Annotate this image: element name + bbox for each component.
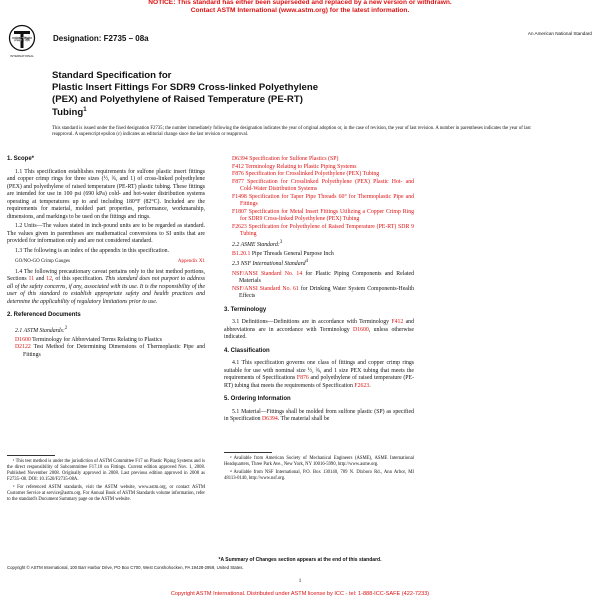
asme-standard-label: 2.2 ASME Standard:$^3$ [232, 239, 283, 248]
reference-item: D1600 Terminology for Abbreviated Terms Relating to Plastics [15, 336, 162, 343]
svg-text:ASTM: ASTM [14, 37, 30, 43]
footnote-4: ⁴ Available from NSF International, P.O. Box 130140, 789 N. Dixboro Rd., Ann Arbor, MI 48113-0140, http://www.nsf.org. [224, 469, 414, 481]
footnote-2: ² For referenced ASTM standards, visit the ASTM website, www.astm.org, or contact ASTM Customer Service at service@astm.org. For Annual Book of ASTM Standards volume information, refer to the standard's Document Summary page on the ASTM website. [7, 485, 205, 502]
astm-standards-label: 2.1 ASTM Standards:$^2$ [15, 325, 68, 334]
section-11-link[interactable]: 11 [28, 276, 35, 282]
f876-link[interactable]: F876 [296, 375, 309, 382]
notice-line-2: Contact ASTM International (www.astm.org) for the latest information. [190, 7, 410, 14]
reference-item: NSF/ANSI Standard No. 61 for Drinking Water System Components-Health Effects [232, 285, 414, 300]
nsf-standard-label: 2.3 NSF International Standard$^4$ [232, 259, 308, 268]
designation: Designation: F2735 – 08a [53, 34, 149, 43]
footnote-3: ³ Available from American Society of Mechanical Engineers (ASME), ASME International Headquarters, Three Park Ave., New York, NY 10016-5990, http://www.asme.org. [224, 455, 414, 467]
astm-logo [7, 24, 37, 60]
scope-heading: 1. Scope* [7, 156, 35, 162]
distribution-footer: Copyright ASTM International. Distributed under ASTM license by ICC - tel: 1-888-ICC-SAFE (422-7233) [170, 591, 430, 597]
appendix-index [15, 258, 205, 266]
referenced-documents-heading: 2. Referenced Documents [7, 312, 81, 318]
classification-4-1: 4.1 This specification governs one class of fittings and copper crimp rings suitable for use with nominal size ½, ¾, and 1 size PEX tubing that meets the requirements of Specifications F876 and polyethylene of raised temperature (PE-RT) tubing that meets the requirements of Specification F2623. [224, 360, 415, 389]
page-number: 1 [298, 578, 302, 584]
reference-item: D2122 Test Method for Determining Dimensions of Thermoplastic Pipe and Fittings [15, 344, 205, 358]
left-column [7, 156, 205, 505]
reference-code-link[interactable]: F877 [232, 178, 244, 185]
title-line-4: Tubing [52, 107, 84, 119]
reference-item: F1498 Specification for Taper Pipe Threads 60° for Thermoplastic Pipe and Fittings [232, 193, 414, 207]
reference-code-link[interactable]: NSF/ANSI Standard No. 61 [232, 285, 299, 292]
reference-item: F876 Specification for Crosslinked Polyethylene (PEX) Tubing [232, 171, 380, 177]
d1600-link[interactable]: D1600 [353, 326, 369, 333]
footnote-1: ¹ This test method is under the jurisdiction of ASTM Committee F17 on Plastic Piping Systems and is the direct responsibility of Subcommittee F17.10 on Fittings. Current edition approved Nov. 1, 2008. Published November 2008. Originally approved in 2008. Last previous edition approved in 2008 as F2735–08. DOI: 10.1520/F2735-08A. [7, 459, 205, 483]
f2623-link[interactable]: F2623 [354, 382, 370, 389]
scope-1-2: 1.2 Units—The values stated in inch-pound units are to be regarded as standard. The values given in parentheses are mathematical conversions to SI units that are provided for information only and are not considered standard. [7, 223, 205, 244]
withdrawal-notice [0, 0, 600, 15]
reference-code-link[interactable]: NSF/ANSI Standard No. 14 [232, 270, 303, 277]
f412-link[interactable]: F412 [391, 319, 404, 326]
classification-heading: 4. Classification [224, 347, 270, 354]
reference-item: F877 Specification for Crosslinked Polyethylene (PEX) Plastic Hot- and Cold-Water Distribution Systems [232, 178, 414, 192]
scope-1-1: 1.1 This specification establishes requirements for sulfone plastic insert fittings and copper crimp rings for three sizes (½, ¾, and 1) of cross-linked polyethylene (PEX) and polyethylene of raised temperature (PE-RT) plastic tubing. These fittings are intended for use in 100 psi (690 kPa) cold- and hot-water distribution systems operating at temperatures up to and including 180°F (82°C). Included are the requirements for material, molded part properties, performance, workmanship, dimensions, and markings to be used on the fittings and rings. [7, 168, 205, 220]
reference-code-link[interactable]: F1807 [232, 208, 247, 215]
scope-1-4: 1.4 The following precautionary caveat pertains only to the test method portions, Sections 11 and 12, of this specification. This standard does not purport to address all of the safety concerns, if any, associated with its use. It is the responsibility of the user of this standard to establish appropriate safety and health practices and determine the applicability of regulatory limitations prior to use. [7, 268, 205, 305]
title-footnote-ref: 1 [83, 107, 87, 114]
right-column [224, 156, 414, 483]
ordering-5-1: 5.1 Material—Fittings shall be molded from sulfone plastic (SP) as specified in Specification D6394. The material shall be [224, 408, 414, 423]
safety-caveat: This standard does not purport to address all of the safety concerns, if any, associated with its use. It is the responsibility of the user of this standard to establish appropriate safety and health practices and determine the applicability of regulatory limitations prior to use. [7, 276, 205, 305]
terminology-3-1: 3.1 Definitions—Definitions are in accordance with Terminology F412 and abbreviations are in accordance with Terminology D1600, unless otherwise indicated. [224, 319, 414, 341]
footnote-rule [224, 452, 272, 453]
reference-item: F2623 Specification for Polyethylene of Raised Temperature (PE-RT) SDR 9 Tubing [232, 223, 415, 237]
summary-of-changes-note: *A Summary of Changes section appears at the end of this standard. [218, 557, 382, 563]
reference-code-link[interactable]: D2122 [15, 344, 31, 351]
reference-item: F412 Terminology Relating to Plastic Piping Systems [232, 163, 357, 170]
issuance-note: This standard is issued under the fixed designation F2735; the number immediately following the designation indicates the year of original adoption or, in the case of revision, the year of last revision. A number in parentheses indicates the year of last reapproval. A superscript epsilon (ε) indicates an editorial change since the last revision or reapproval. [52, 126, 531, 138]
copyright-line: Copyright © ASTM International, 100 Barr Harbor Drive, PO Box C700, West Conshohocken, PA 19428-2959, United States. [7, 565, 244, 570]
title-line-1: Standard Specification for [52, 70, 172, 81]
reference-code-link[interactable]: D1600 [15, 336, 31, 343]
astm-logo-icon [7, 24, 37, 60]
appendix-x1-link[interactable]: Appendix X1 [177, 259, 205, 264]
appendix-index-title: GO/NO-GO Crimp Gauges [15, 259, 70, 264]
reference-code-link[interactable]: F2623 [232, 223, 247, 230]
reference-item: F1807 Specification for Metal Insert Fittings Utilizing a Copper Crimp Ring for SDR9 Cross-linked Polyethylene (PEX) Tubing [232, 208, 414, 222]
section-12-link[interactable]: 12 [46, 276, 53, 282]
reference-code-link[interactable]: D6394 [232, 156, 248, 162]
footnote-rule [7, 455, 55, 456]
d6394-link[interactable]: D6394 [262, 416, 278, 423]
title-line-3: (PEX) and Polyethylene of Raised Temperature (PE-RT) [52, 93, 303, 105]
reference-item: D6394 Specification for Sulfone Plastics (SP) [232, 156, 339, 162]
notice-line-1: NOTICE: This standard has either been superseded and replaced by a new version or withdrawn. [148, 0, 452, 6]
scope-1-3: 1.3 The following is an index of the appendix in this specification. [15, 247, 169, 254]
title-line-2: Plastic Insert Fittings For SDR9 Cross-linked Polyethylene [52, 81, 319, 93]
terminology-heading: 3. Terminology [224, 306, 267, 313]
reference-item: NSF/ANSI Standard No. 14 for Plastic Piping Components and Related Materials [232, 270, 414, 285]
ordering-heading: 5. Ordering Information [224, 396, 291, 403]
reference-code-link[interactable]: F412 [232, 163, 244, 170]
reference-code-link[interactable]: F1498 [232, 193, 247, 200]
reference-code-link[interactable]: B1.20.1 [232, 250, 251, 257]
document-title [52, 70, 572, 119]
american-national-standard-label: An American National Standard [527, 31, 592, 36]
reference-code-link[interactable]: F876 [232, 171, 244, 177]
svg-text:INTERNATIONAL: INTERNATIONAL [10, 54, 34, 58]
reference-item: B1.20.1 Pipe Threads General Purpose Inch [232, 250, 334, 257]
